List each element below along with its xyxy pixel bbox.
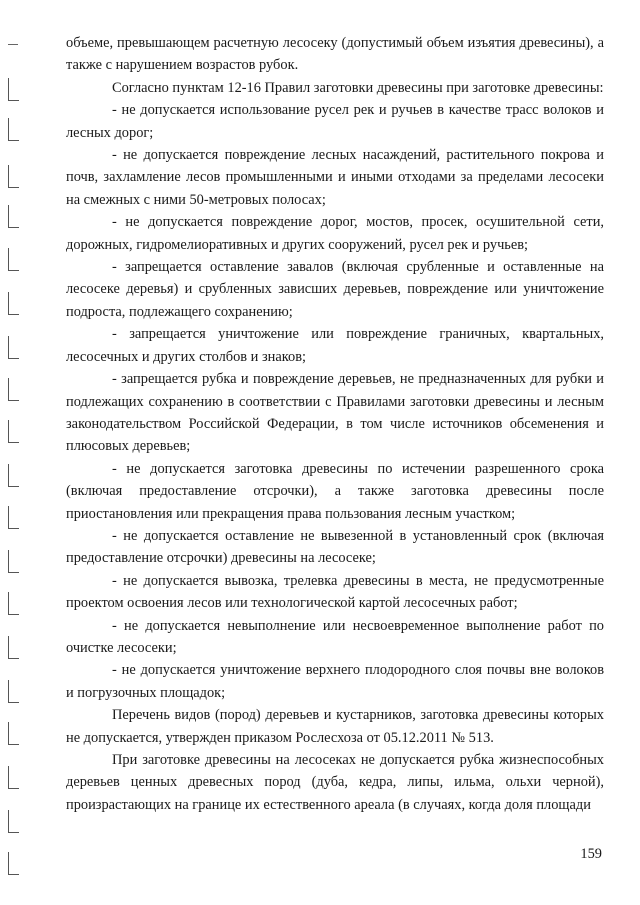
list-item: - запрещается рубка и повреждение деревьев, не предназначенных для рубки и подлежащих сохранению в соответствии с Правилами заготовки древесины и лесным законодательством Российской Федерации, в том числе источников обсеменения и плюсовых деревьев; bbox=[66, 371, 604, 455]
binding-mark bbox=[8, 78, 19, 101]
list-item: - не допускается уничтожение верхнего плодородного слоя почвы вне волоков и погрузочных площадок; bbox=[66, 662, 604, 701]
paragraph: Согласно пунктам 12-16 Правил заготовки древесины при заготовке древесины: bbox=[112, 79, 604, 96]
binding-mark bbox=[8, 420, 19, 443]
page-number: 159 bbox=[580, 846, 602, 862]
list-item: - не допускается вывозка, трелевка древесины в места, не предусмотренные проектом освоения лесов или технологической картой лесосечных работ; bbox=[66, 572, 604, 612]
document-body bbox=[66, 32, 604, 816]
binding-mark bbox=[8, 165, 19, 188]
binding-mark bbox=[8, 44, 18, 45]
list-item: - не допускается использование русел рек и ручьев в качестве трасс волоков и лесных дорог; bbox=[66, 102, 604, 141]
binding-mark bbox=[8, 292, 19, 315]
list-item: - не допускается оставление не вывезенной в установленный срок (включая предоставление отсрочки) древесины на лесосеке; bbox=[66, 527, 604, 567]
binding-mark bbox=[8, 205, 19, 228]
binding-mark bbox=[8, 506, 19, 529]
binding-mark bbox=[8, 852, 19, 875]
binding-mark bbox=[8, 810, 19, 833]
binding-mark bbox=[8, 248, 19, 271]
binding-mark bbox=[8, 118, 19, 141]
binding-mark bbox=[8, 722, 19, 745]
binding-mark bbox=[8, 636, 19, 659]
binding-mark bbox=[8, 336, 19, 359]
binding-mark bbox=[8, 378, 19, 401]
binding-mark bbox=[8, 592, 19, 615]
list-item: - не допускается невыполнение или несвоевременное выполнение работ по очистке лесосеки; bbox=[66, 617, 604, 656]
list-item: - не допускается повреждение лесных насаждений, растительного покрова и почв, захламление лесов промышленными и иными отходами за пределами лесосеки на смежных с ними 50-метровых полосах; bbox=[66, 147, 604, 208]
binding-mark bbox=[8, 464, 19, 487]
binding-mark bbox=[8, 680, 19, 703]
paragraph: объеме, превышающем расчетную лесосеку (допустимый объем изъятия древесины), а также с нарушением возрастов рубок. bbox=[66, 35, 604, 74]
paragraph: Перечень видов (пород) деревьев и кустарников, заготовка древесины которых не допускается, утвержден приказом Рослесхоза от 05.12.2011 № 513. bbox=[66, 707, 604, 746]
list-item: - не допускается заготовка древесины по истечении разрешенного срока (включая предоставление отсрочки), а также заготовка древесины после приостановления или прекращения права пользования лесным участком; bbox=[66, 460, 604, 522]
binding-mark bbox=[8, 550, 19, 573]
paragraph: При заготовке древесины на лесосеках не допускается рубка жизнеспособных деревьев ценных древесных пород (дуба, кедра, липы, ильма, ольхи черной), произрастающих на границе их естественного ареала (в случаях, когда доля площади bbox=[66, 752, 604, 813]
list-item: - запрещается оставление завалов (включая срубленные и оставленные на лесосеке деревья) и срубленных зависших деревьев, повреждение или уничтожение подроста, подлежащего сохранению; bbox=[66, 259, 604, 320]
list-item: - запрещается уничтожение или повреждение граничных, квартальных, лесосечных и других столбов и знаков; bbox=[66, 326, 604, 365]
list-item: - не допускается повреждение дорог, мостов, просек, осушительной сети, дорожных, гидромелиоративных и других сооружений, русел рек и ручьев; bbox=[66, 214, 604, 253]
binding-mark bbox=[8, 766, 19, 789]
